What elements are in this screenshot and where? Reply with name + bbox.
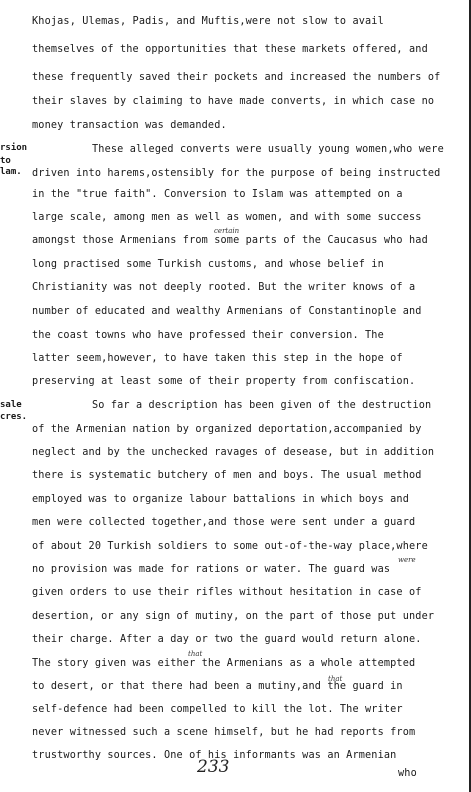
text-line: there is systematic butchery of men and boys. The usual method	[32, 470, 422, 481]
text-line: men were collected together,and those were sent under a guard	[32, 517, 416, 528]
text-line: of about 20 Turkish soldiers to some out-of-the-way place,where	[32, 541, 428, 552]
text-line: The story given was either the Armenians as a whole attempted	[32, 658, 416, 669]
text-line: self-defence had been compelled to kill the lot. The writer	[32, 704, 403, 715]
text-line: in the "true faith". Conversion to Islam was attempted on a	[32, 189, 403, 200]
text-line: the coast towns who have professed their conversion. The	[32, 330, 384, 341]
text-line: no provision was made for rations or water. The guard was	[32, 564, 391, 575]
handwritten-insert: certain	[214, 227, 240, 235]
handwritten-insert: that	[188, 650, 203, 658]
text-line: given orders to use their rifles without hesitation in case of	[32, 587, 422, 598]
text-line: to desert, or that there had been a mutiny,and the guard in	[32, 681, 403, 692]
handwritten-insert: were	[398, 556, 416, 564]
text-line: These alleged converts were usually young women,who were	[92, 144, 444, 155]
margin-note: lam.	[0, 167, 22, 177]
text-line: desertion, or any sign of mutiny, on the part of those put under	[32, 611, 435, 622]
text-line: amongst those Armenians from some parts of the Caucasus who had	[32, 235, 428, 246]
text-line: themselves of the opportunities that these markets offered, and	[32, 44, 428, 55]
text-line: Christianity was not deeply rooted. But the writer knows of a	[32, 282, 416, 293]
text-line: latter seem,however, to have taken this step in the hope of	[32, 353, 403, 364]
text-line: So far a description has been given of the destruction	[92, 400, 432, 411]
text-line: of the Armenian nation by organized deportation,accompanied by	[32, 424, 422, 435]
text-line: their charge. After a day or two the guard would return alone.	[32, 634, 422, 645]
text-line: employed was to organize labour battalions in which boys and	[32, 494, 410, 505]
text-line: preserving at least some of their property from confiscation.	[32, 376, 416, 387]
text-line: neglect and by the unchecked ravages of desease, but in addition	[32, 447, 435, 458]
text-line: driven into harems,ostensibly for the purpose of being instructed	[32, 168, 441, 179]
margin-note: sale	[0, 400, 22, 410]
margin-note: rsion	[0, 143, 28, 153]
text-line: who	[398, 768, 417, 779]
text-line: money transaction was demanded.	[32, 120, 227, 131]
text-line: never witnessed such a scene himself, but he had reports from	[32, 727, 416, 738]
text-line: large scale, among men as well as women, and with some success	[32, 212, 422, 223]
handwritten-insert: that	[328, 675, 343, 683]
text-line: Khojas, Ulemas, Padis, and Muftis,were not slow to avail	[32, 16, 384, 27]
text-line: their slaves by claiming to have made converts, in which case no	[32, 96, 435, 107]
text-line: number of educated and wealthy Armenians of Constantinople and	[32, 306, 422, 317]
margin-note: to	[0, 156, 11, 166]
text-line: trustworthy sources. One of his informants was an Armenian	[32, 750, 397, 761]
text-line: these frequently saved their pockets and increased the numbers of	[32, 72, 441, 83]
text-line: long practised some Turkish customs, and whose belief in	[32, 259, 384, 270]
margin-note: cres.	[0, 412, 28, 422]
page-number: 233	[197, 757, 230, 777]
